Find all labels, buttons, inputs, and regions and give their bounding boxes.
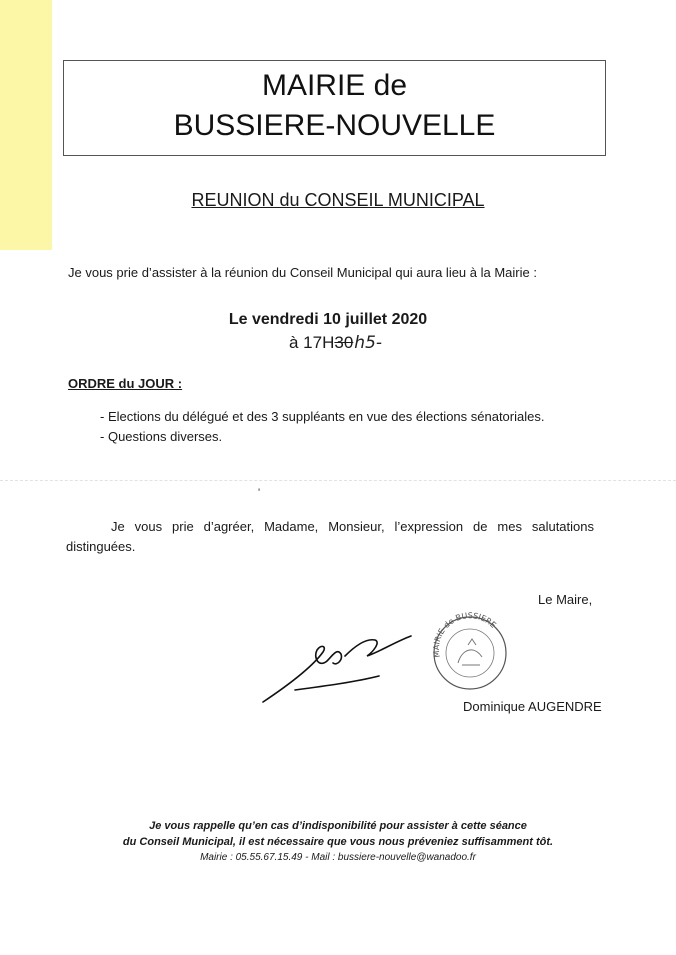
meeting-date: Le vendredi 10 juillet 2020 <box>228 311 428 328</box>
closing-text: Je vous prie d’agréer, Madame, Monsieur, l’expression de mes salutations distinguées. <box>66 519 594 554</box>
meeting-time <box>289 333 382 353</box>
letterhead-commune: BUSSIERE-NOUVELLE <box>173 109 496 142</box>
agenda-item: - Questions diverses. <box>100 429 544 444</box>
stray-mark: ' <box>258 487 261 499</box>
letterhead-box <box>63 60 606 156</box>
seal-text: MAIRIE de BUSSIERE <box>431 611 498 659</box>
footer-contact: Mairie : 05.55.67.15.49 - Mail : bussiere-nouvelle@wanadoo.fr <box>200 852 476 863</box>
meeting-time-prefix: à 17H <box>289 333 335 352</box>
signer-name: Dominique AUGENDRE <box>463 699 602 714</box>
intro-text: Je vous prie d’assister à la réunion du Conseil Municipal qui aura lieu à la Mairie : <box>68 265 537 280</box>
mairie-seal <box>430 605 510 695</box>
signer-role: Le Maire, <box>538 592 593 607</box>
agenda-item: - Elections du délégué et des 3 suppléants en vue des élections sénatoriales. <box>100 409 544 424</box>
letterhead-title: MAIRIE de <box>261 69 408 102</box>
svg-text:MAIRIE de BUSSIERE <box>432 611 498 658</box>
meeting-time-handwritten: h5- <box>354 333 383 353</box>
agenda-list <box>100 409 544 449</box>
footer-note <box>0 818 676 866</box>
handwritten-signature <box>255 628 425 708</box>
footer-line: du Conseil Municipal, il est nécessaire que vous nous préveniez suffisamment tôt. <box>122 836 554 848</box>
sticky-note <box>0 0 52 250</box>
footer-line: Je vous rappelle qu’en cas d’indisponibilité pour assister à cette séance <box>149 820 527 832</box>
document-subtitle: REUNION du CONSEIL MUNICIPAL <box>191 190 485 210</box>
meeting-time-struck: 30 <box>334 333 354 352</box>
divider <box>0 480 676 481</box>
agenda-title: ORDRE du JOUR : <box>68 376 183 391</box>
